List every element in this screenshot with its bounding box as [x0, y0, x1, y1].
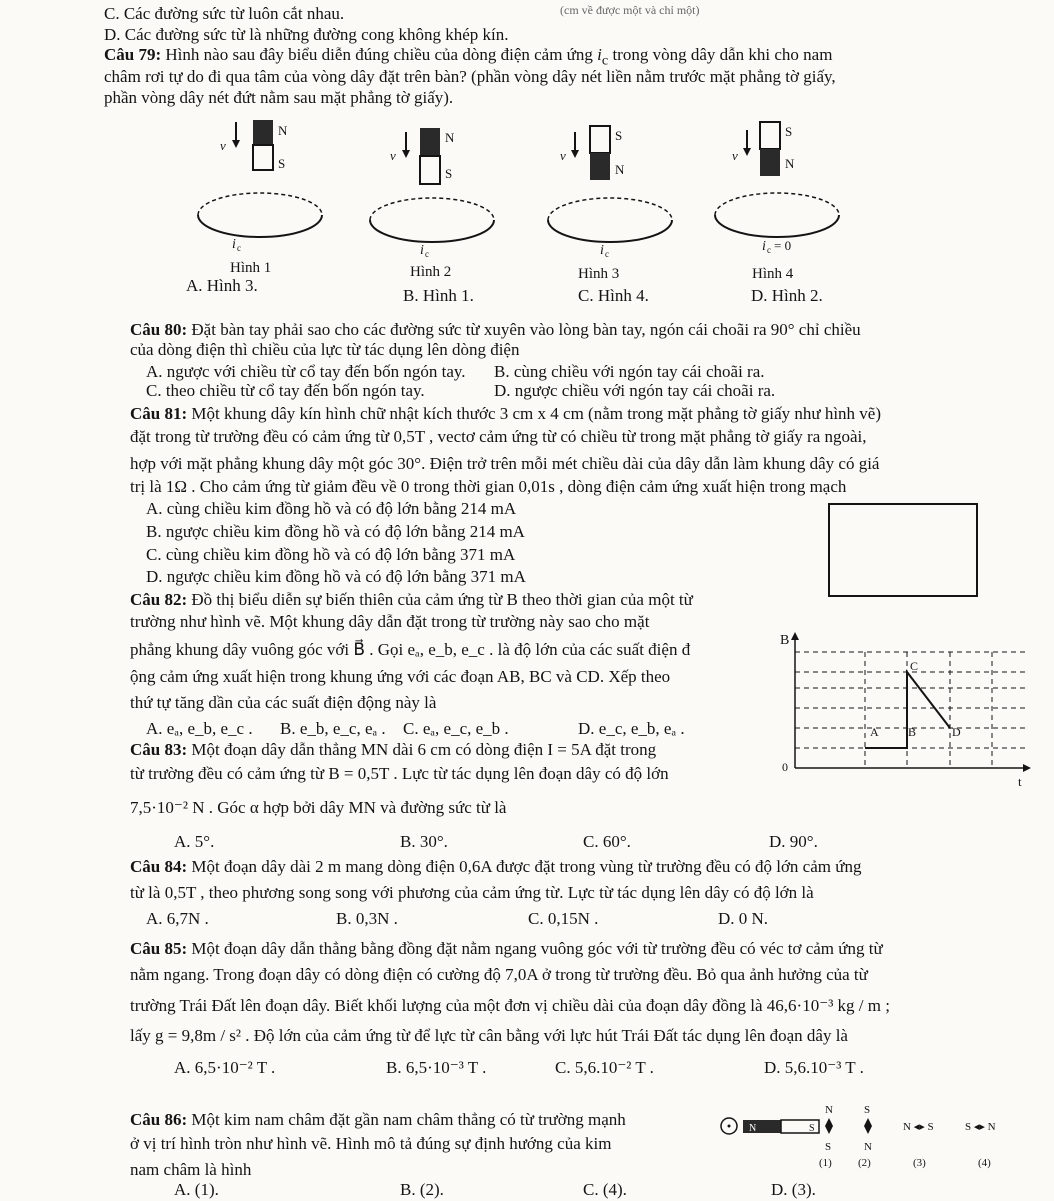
q79-ic: i — [597, 45, 602, 64]
q83-option-a: A. 5°. — [174, 832, 215, 851]
figure-3 — [548, 126, 672, 280]
q82-line-5: thứ tự tăng dần của các suất điện động này là — [130, 693, 437, 712]
q86-line-3: nam châm là hình — [130, 1160, 252, 1179]
q79-ic-sub: c — [601, 52, 609, 69]
q83-option-b: B. 30°. — [400, 832, 448, 851]
fig-label-4: (4) — [978, 1157, 991, 1169]
needle4: S ◂▸ N — [965, 1121, 996, 1133]
graph-y-arrow-icon — [791, 632, 799, 640]
q83-option-c: C. 60°. — [583, 832, 631, 851]
q80-label: Câu 80: — [130, 320, 188, 339]
q86-option-a: A. (1). — [174, 1180, 219, 1199]
fig1-magnet-north — [253, 120, 273, 145]
fig4-current: i — [762, 239, 766, 254]
q86-option-c: C. (4). — [583, 1180, 627, 1199]
needle1-bottom: S — [825, 1141, 832, 1153]
bar-magnet-n-label: N — [749, 1123, 757, 1134]
fig-label-3: (3) — [913, 1157, 926, 1169]
q85-option-d: D. 5,6.10⁻³ T . — [764, 1058, 864, 1077]
q79-option-d: D. Hình 2. — [751, 286, 823, 305]
graph-point-b: B — [908, 725, 917, 739]
graph-x-arrow-icon — [1023, 764, 1031, 772]
fig1-velocity-label: v — [220, 138, 226, 153]
q80-option-a: A. ngược với chiều từ cổ tay đến bốn ngón tay. — [146, 362, 466, 381]
fig2-velocity-arrow-icon — [402, 150, 410, 158]
fig3-velocity-arrow-icon — [571, 150, 579, 158]
q85-line-1 — [130, 939, 883, 959]
q85-option-a: A. 6,5·10⁻² T . — [174, 1058, 276, 1077]
fig1-bottom-pole: S — [278, 156, 286, 171]
q81-line-3: hợp với mặt phẳng khung dây một góc 30°. Điện trở trên mỗi mét chiều dài của dây dẫn làm khung dây có giá — [130, 454, 880, 473]
q79-option-c: C. Hình 4. — [578, 286, 649, 305]
fig4-current-sub: c — [767, 245, 771, 255]
header-fragment: (cm về được một và chỉ một) — [560, 3, 700, 17]
q82-line-1 — [130, 590, 693, 610]
q86-option-d: D. (3). — [771, 1180, 816, 1199]
q85-line-2: nằm ngang. Trong đoạn dây có dòng điện có cường độ 7,0A ở trong từ trường đều. Bỏ qua ảnh hưởng của từ — [130, 965, 868, 984]
fig3-velocity-label: v — [560, 148, 566, 163]
figure-2 — [370, 128, 494, 280]
q86-line-1 — [130, 1110, 626, 1130]
fig2-top-pole: N — [445, 130, 455, 145]
q79-option-a: A. Hình 3. — [186, 276, 258, 295]
fig1-velocity-arrow-icon — [232, 140, 240, 148]
fig3-caption: Hình 3 — [578, 266, 620, 280]
graph-point-c: C — [910, 659, 919, 673]
q79-text-1b: trong vòng dây dẫn khi cho nam — [612, 45, 833, 64]
q84-label: Câu 84: — [130, 857, 188, 876]
fig3-top-pole: S — [615, 128, 623, 143]
needle3: N ◂▸ S — [903, 1121, 934, 1133]
q85-label: Câu 85: — [130, 939, 188, 958]
fig-label-2: (2) — [858, 1157, 871, 1169]
q79-figures — [170, 110, 870, 280]
q82-line-3: phẳng khung dây vuông góc với B⃗ . Gọi eₐ, e_b, e_c . là độ lớn của các suất điện đ — [130, 640, 691, 659]
needle2-icon — [864, 1118, 872, 1134]
fig3-current-sub: c — [605, 249, 609, 259]
fig1-current: i — [232, 237, 236, 252]
q84-text-1: Một đoạn dây dài 2 m mang dòng điện 0,6A được đặt trong vùng từ trường đều có độ lớn cảm ứng — [191, 857, 862, 876]
q82-option-b: B. e_b, e_c, eₐ . — [280, 719, 386, 738]
q85-text-1: Một đoạn dây dẫn thẳng bằng đồng đặt nằm ngang vuông góc với từ trường đều có véc tơ cảm ứng từ — [191, 939, 883, 958]
figure-1 — [198, 120, 322, 276]
q80-option-c: C. theo chiều từ cổ tay đến bốn ngón tay. — [146, 381, 425, 400]
q81-text-1: Một khung dây kín hình chữ nhật kích thước 3 cm x 4 cm (nằm trong mặt phẳng tờ giấy như hình vẽ) — [191, 404, 882, 423]
q80-line-2: của dòng điện thì chiều của lực từ tác dụng lên dòng điện — [130, 340, 520, 359]
q85-option-c: C. 5,6.10⁻² T . — [555, 1058, 654, 1077]
fig2-current-sub: c — [425, 249, 429, 259]
q84-option-b: B. 0,3N . — [336, 909, 398, 928]
q79-line-3: phần vòng dây nét đứt nằm sau mặt phẳng tờ giấy). — [104, 88, 454, 107]
q82-text-1: Đồ thị biểu diễn sự biến thiên của cảm ứng từ B theo thời gian của một từ — [191, 590, 693, 609]
q83-option-d: D. 90°. — [769, 832, 818, 851]
q84-option-d: D. 0 N. — [718, 909, 769, 928]
q86-text-1: Một kim nam châm đặt gần nam châm thẳng có từ trường mạnh — [191, 1110, 626, 1129]
q81-line-1 — [130, 404, 881, 424]
q82-option-c: C. eₐ, e_c, e_b . — [403, 719, 509, 738]
q80-option-b: B. cùng chiều với ngón tay cái choãi ra. — [494, 362, 765, 381]
fig4-current-value: = 0 — [774, 238, 792, 253]
needle1-icon — [825, 1118, 833, 1134]
fig3-magnet-south — [590, 126, 610, 153]
fig1-caption: Hình 1 — [230, 260, 272, 276]
fig2-caption: Hình 2 — [410, 264, 452, 280]
q83-label: Câu 83: — [130, 740, 188, 759]
q83-line-2: từ trường đều có cảm ứng từ B = 0,5T . Lực từ tác dụng lên đoạn dây có độ lớn — [130, 764, 669, 783]
fig2-magnet-south — [420, 156, 440, 184]
fig3-current: i — [600, 243, 604, 258]
fig1-magnet-south — [253, 145, 273, 170]
q85-line-4: lấy g = 9,8m / s² . Độ lớn của cảm ứng từ để lực từ cân bằng với lực hút Trái Đất tác dụng lên đoạn dây là — [130, 1026, 848, 1045]
q84-option-a: A. 6,7N . — [146, 909, 209, 928]
fig4-velocity-arrow-icon — [743, 148, 751, 156]
q84-option-c: C. 0,15N . — [528, 909, 599, 928]
fig1-top-pole: N — [278, 123, 288, 138]
q83-text-1: Một đoạn dây dẫn thẳng MN dài 6 cm có dòng điện I = 5A đặt trong — [191, 740, 657, 759]
fig2-current: i — [420, 243, 424, 258]
q81-line-4: trị là 1Ω . Cho cảm ứng từ giảm đều về 0 trong thời gian 0,01s , dòng điện cảm ứng xuất hiện trong mạch — [130, 477, 847, 496]
q82-label: Câu 82: — [130, 590, 188, 609]
q81-label: Câu 81: — [130, 404, 188, 423]
fig4-magnet-south — [760, 122, 780, 149]
needle1-top: N — [825, 1104, 833, 1116]
q81-frame — [828, 503, 978, 597]
q81-option-b: B. ngược chiều kim đồng hồ và có độ lớn bằng 214 mA — [146, 522, 525, 541]
q86-line-2: ở vị trí hình tròn như hình vẽ. Hình mô tả đúng sự định hướng của kim — [130, 1134, 612, 1153]
fig4-velocity-label: v — [732, 148, 738, 163]
figure-4 — [715, 122, 839, 280]
q81-option-d: D. ngược chiều kim đồng hồ và có độ lớn bằng 371 mA — [146, 567, 526, 586]
bar-magnet-s-label: S — [809, 1123, 815, 1134]
graph-y-label: B — [780, 633, 790, 648]
q81-line-2: đặt trong từ trường đều có cảm ứng từ 0,5T , vectơ cảm ứng từ có chiều từ trong mặt phẳng tờ giấy ra ngoài, — [130, 427, 867, 446]
fig3-bottom-pole: N — [615, 162, 625, 177]
fig3-magnet-north — [590, 153, 610, 180]
q81-option-a: A. cùng chiều kim đồng hồ và có độ lớn bằng 214 mA — [146, 499, 517, 518]
graph-origin: 0 — [782, 760, 788, 774]
fig2-bottom-pole: S — [445, 166, 453, 181]
fig-label-1: (1) — [819, 1157, 832, 1169]
q82-line-4: ộng cảm ứng xuất hiện trong khung ứng với các đoạn AB, BC và CD. Xếp theo — [130, 667, 671, 686]
q81-option-c: C. cùng chiều kim đồng hồ và có độ lớn bằng 371 mA — [146, 545, 516, 564]
q80-line-1 — [130, 320, 861, 340]
q86-figure — [715, 1096, 1035, 1176]
q86-option-b: B. (2). — [400, 1180, 444, 1199]
q82-option-d: D. e_c, e_b, eₐ . — [578, 719, 685, 738]
fig4-bottom-pole: N — [785, 156, 795, 171]
q83-line-1 — [130, 740, 656, 760]
q84-line-2: từ là 0,5T , theo phương song song với phương của cảm ứng từ. Lực từ tác dụng lên dây có độ lớn là — [130, 883, 814, 902]
graph-x-label: t — [1018, 774, 1022, 788]
needle2-top: S — [864, 1104, 871, 1116]
q84-line-1 — [130, 857, 861, 877]
q79-option-b: B. Hình 1. — [403, 286, 474, 305]
q82-option-a: A. eₐ, e_b, e_c . — [146, 719, 253, 738]
fig2-velocity-label: v — [390, 148, 396, 163]
q78-option-d: D. Các đường sức từ là những đường cong không khép kín. — [104, 25, 509, 44]
fig4-magnet-north — [760, 149, 780, 176]
q82-line-2: trường như hình vẽ. Một khung dây dẫn đặt trong từ trường này sao cho mặt — [130, 612, 650, 631]
q82-graph — [760, 628, 1040, 788]
fig1-current-sub: c — [237, 243, 241, 253]
q86-label: Câu 86: — [130, 1110, 188, 1129]
q85-option-b: B. 6,5·10⁻³ T . — [386, 1058, 487, 1077]
fig2-magnet-north — [420, 128, 440, 156]
q79-text-1: Hình nào sau đây biểu diễn đúng chiều của dòng điện cảm ứng — [165, 45, 593, 64]
q80-text-1: Đặt bàn tay phải sao cho các đường sức từ xuyên vào lòng bàn tay, ngón cái choãi ra 90° chỉ chiều — [191, 320, 861, 339]
q79-label: Câu 79: — [104, 45, 162, 64]
q80-option-d: D. ngược chiều với ngón tay cái choãi ra. — [494, 381, 776, 400]
fig4-caption: Hình 4 — [752, 266, 794, 280]
graph-point-a: A — [870, 725, 879, 739]
q85-line-3: trường Trái Đất lên đoạn dây. Biết khối lượng của một đơn vị chiều dài của đoạn dây đồng là 46,6·10⁻³ kg / m ; — [130, 996, 890, 1015]
fig4-top-pole: S — [785, 124, 793, 139]
q83-line-3: 7,5·10⁻² N . Góc α hợp bởi dây MN và đường sức từ là — [130, 798, 507, 817]
q78-option-c: C. Các đường sức từ luôn cắt nhau. — [104, 4, 345, 23]
graph-point-d: D — [952, 725, 961, 739]
needle2-bottom: N — [864, 1141, 872, 1153]
q79-line-2: châm rơi tự do đi qua tâm của vòng dây đặt trên bàn? (phần vòng dây nét liền nằm trước mặt phẳng tờ giấy, — [104, 67, 836, 86]
